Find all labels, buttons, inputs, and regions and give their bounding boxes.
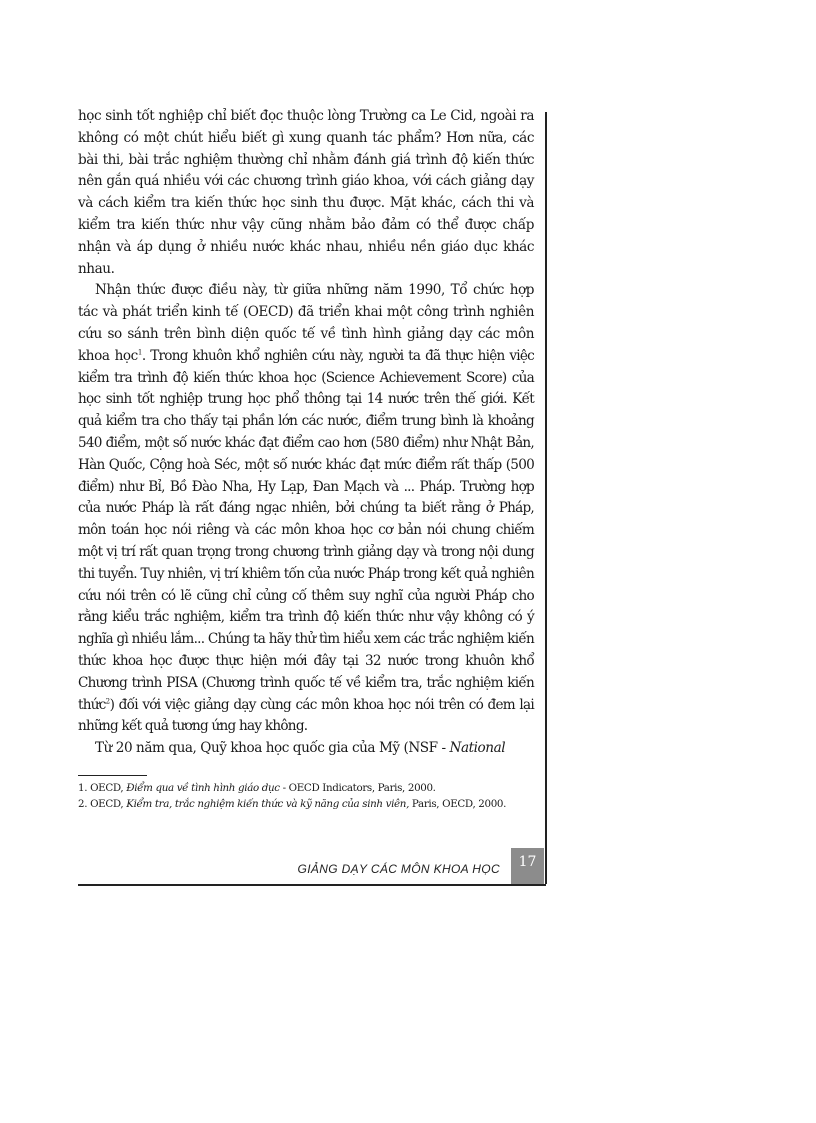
paragraph-3 — [78, 738, 534, 760]
footnote-1 — [78, 781, 534, 797]
footnote-ref-1: 1 — [137, 348, 142, 357]
paragraph-1 — [78, 106, 534, 280]
footnote-1-author: OECD, — [90, 782, 124, 794]
paragraph-2-text-c: ) đối với việc giảng dạy cùng các môn khoa học nói trên có đem lại những kết quả tương ứng hay không. — [78, 696, 534, 735]
footnote-ref-2: 2 — [105, 696, 110, 705]
paragraph-3-italic: National — [449, 740, 506, 757]
page-number: 17 — [518, 854, 537, 870]
footnote-2-title: Kiểm tra, trắc nghiệm kiến thức và kỹ năng của sinh viên, — [126, 797, 409, 810]
footnote-2-rest: Paris, OECD, 2000. — [409, 797, 507, 810]
footnote-1-rest: - OECD Indicators, Paris, 2000. — [279, 782, 436, 794]
paragraph-3-text: Từ 20 năm qua, Quỹ khoa học quốc gia của Mỹ (NSF - — [95, 740, 450, 757]
bottom-rule — [78, 884, 546, 886]
paragraph-2 — [78, 280, 534, 738]
right-margin-rule — [545, 112, 547, 884]
paragraph-2-text-b: . Trong khuôn khổ nghiên cứu này, người ta đã thực hiện việc kiểm tra trình độ kiến thức khoa học (Science Achievement Score) của học sinh tốt nghiệp trung học phổ thông tại 14 nước trên thế giới. Kết quả kiểm tra cho thấy tại phần lớn các nước, điểm trung bình là khoảng 540 điểm, một số nước khác đạt điểm cao hơn (580 điểm) như Nhật Bản, Hàn Quốc, Cộng hoà Séc, một số nước khác đạt mức điểm rất thấp (500 điểm) như Bỉ, Bồ Đào Nha, Hy Lạp, Đan Mạch và ... Pháp. Trường hợp của nước Pháp là rất đáng ngạc nhiên, bởi chúng ta biết rằng ở Pháp, môn toán học nói riêng và các môn khoa học cơ bản nói chung chiếm một vị trí rất quan trọng trong chương trình giảng dạy và trong nội dung thi tuyển. Tuy nhiên, vị trí khiêm tốn của nước Pháp trong kết quả nghiên cứu nói trên có lẽ cũng chỉ củng cố thêm suy nghĩ của người Pháp cho rằng kiểu trắc nghiệm, kiểm tra trình độ kiến thức như vậy không có ý nghĩa gì nhiều lắm... Chúng ta hãy thử tìm hiểu xem các trắc nghiệm kiến thức khoa học được thực hiện mới đây tại 32 nước trong khuôn khổ Chương trình PISA (Chương trình quốc tế về kiểm tra, trắc nghiệm kiến thức — [78, 347, 535, 713]
footnote-2 — [78, 797, 534, 813]
footnote-1-number: 1. — [78, 782, 88, 794]
footnote-2-author: OECD, — [90, 797, 124, 810]
footnote-1-title: Điểm qua về tình hình giáo dục — [126, 782, 280, 794]
footnote-2-number: 2. — [78, 797, 88, 810]
footnote-rule — [78, 775, 147, 776]
page-number-box — [511, 848, 544, 884]
paragraph-1-text: học sinh tốt nghiệp chỉ biết đọc thuộc lòng Trường ca Le Cid, ngoài ra không có một chút hiểu biết gì xung quanh tác phẩm? Hơn nữa, các bài thi, bài trắc nghiệm thường chỉ nhằm đánh giá trình độ kiến thức nên gắn quá nhiều với các chương trình giáo khoa, với cách giảng dạy và cách kiểm tra kiến thức học sinh thu được. Mặt khác, cách thi và kiểm tra kiến thức như vậy cũng nhằm bảo đảm có thể được chấp nhận và áp dụng ở nhiều nước khác nhau, nhiều nền giáo dục khác nhau. — [78, 108, 534, 277]
paragraph-2-text-a: Nhận thức được điều này, từ giữa những năm 1990, Tổ chức hợp tác và phát triển kinh tế (OECD) đã triển khai một công trình nghiên cứu so sánh trên bình diện quốc tế về tình hình giảng dạy các môn khoa học — [78, 282, 534, 364]
footnotes — [78, 781, 534, 813]
running-head: GIẢNG DẠY CÁC MÔN KHOA HỌC — [297, 862, 500, 876]
body-text — [78, 106, 534, 760]
